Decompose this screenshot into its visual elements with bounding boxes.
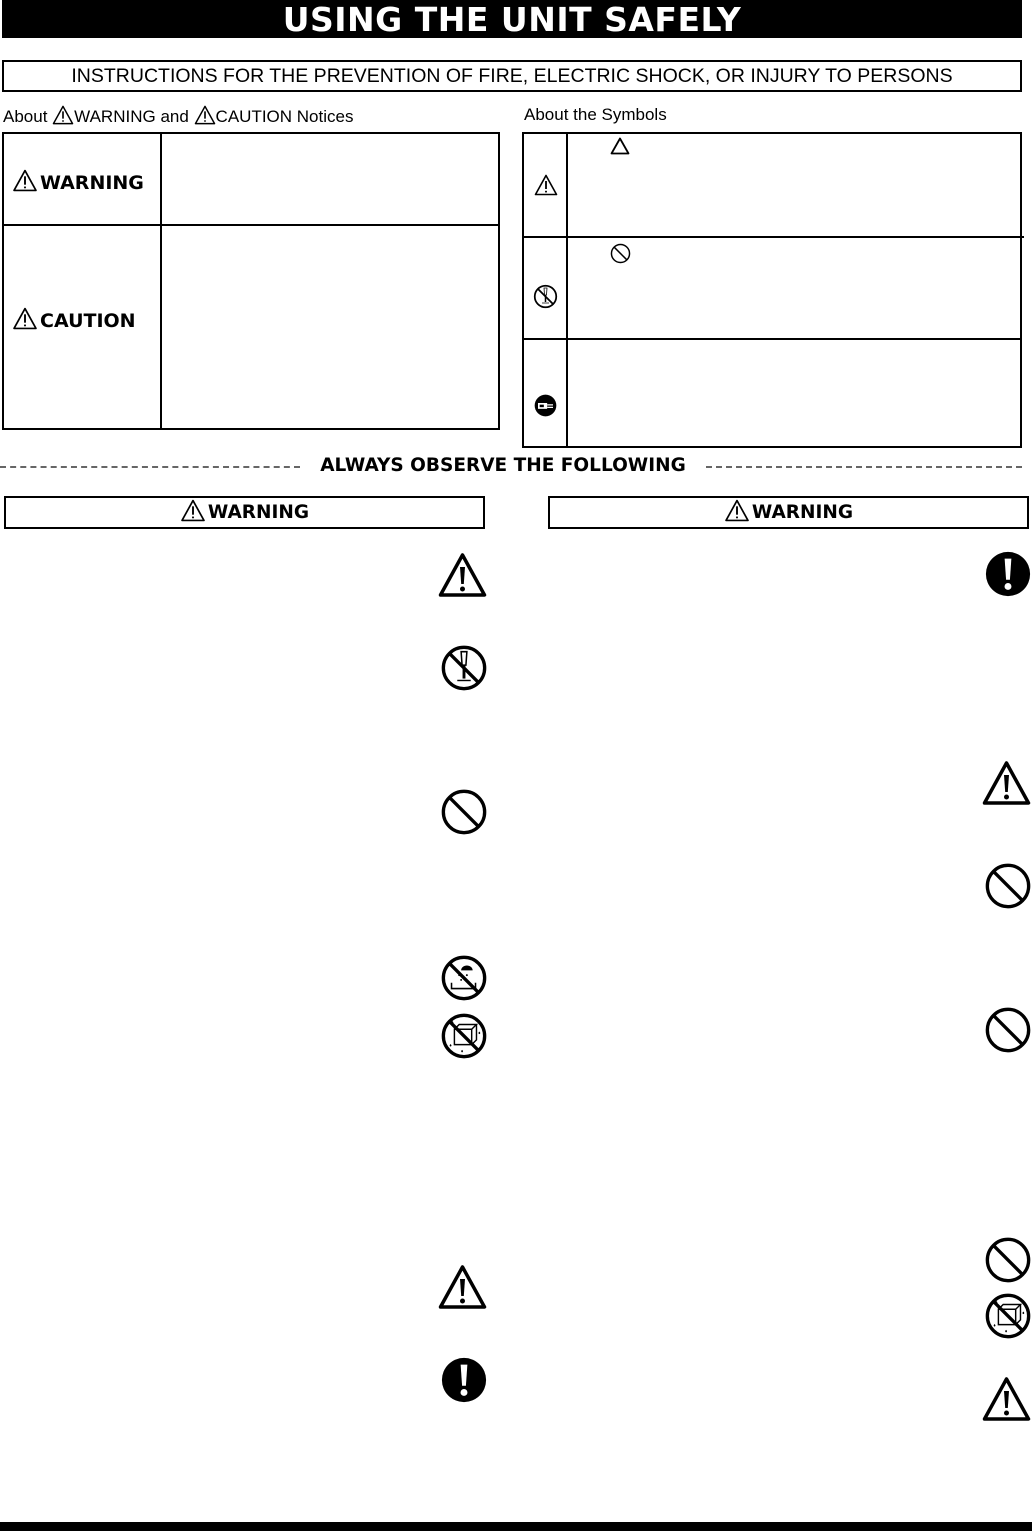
warning-triangle-icon <box>180 499 206 522</box>
warning-triangle-icon <box>194 105 216 125</box>
symbols-table-divider <box>566 132 568 448</box>
no-wet-location-icon <box>984 1292 1032 1340</box>
prohibited-icon <box>984 862 1032 910</box>
symbols-heading: About the Symbols <box>524 105 667 124</box>
prohibited-icon <box>610 243 631 264</box>
always-observe-heading: ALWAYS OBSERVE THE FOLLOWING <box>320 455 686 476</box>
page-title: USING THE UNIT SAFELY <box>2 0 1022 38</box>
divider-line-right <box>706 466 1022 468</box>
caution-triangle-icon <box>981 1376 1032 1422</box>
do-not-disassemble-icon <box>533 284 558 309</box>
subtitle-banner: INSTRUCTIONS FOR THE PREVENTION OF FIRE, ELECTRIC SHOCK, OR INJURY TO PERSONS <box>2 60 1022 92</box>
caution-triangle-icon <box>437 1264 488 1310</box>
symbols-table-row-divider <box>522 338 1022 340</box>
unplug-icon <box>533 393 558 418</box>
notices-table-divider <box>160 132 162 430</box>
mandatory-icon <box>440 1356 488 1404</box>
notices-heading-caution: CAUTION Notices <box>215 107 354 126</box>
right-warning-header <box>548 496 1029 529</box>
divider-line-left <box>0 466 300 468</box>
left-warning-header <box>4 496 485 529</box>
notice-warning-text: WARNING <box>40 172 144 194</box>
prohibited-icon <box>984 1236 1032 1284</box>
warning-triangle-icon <box>724 499 750 522</box>
no-water-icon <box>440 954 488 1002</box>
symbols-table <box>522 132 1022 448</box>
notice-caution-text: CAUTION <box>40 310 136 332</box>
caution-triangle-icon <box>534 174 558 196</box>
prohibited-icon <box>984 1006 1032 1054</box>
do-not-disassemble-icon <box>440 644 488 692</box>
left-warning-text: WARNING <box>207 502 310 523</box>
notices-heading-and: and <box>160 107 189 126</box>
prohibited-icon <box>440 788 488 836</box>
caution-triangle-icon <box>437 552 488 598</box>
right-warning-text: WARNING <box>751 502 854 523</box>
warning-triangle-icon <box>12 169 38 192</box>
no-wet-location-icon <box>440 1012 488 1060</box>
notice-warning-label <box>12 169 144 194</box>
footer-bar <box>0 1522 1032 1531</box>
warning-triangle-icon <box>52 105 74 125</box>
notices-heading-prefix: About <box>3 107 48 126</box>
notice-caution-label <box>12 307 136 332</box>
triangle-outline-icon <box>610 137 630 155</box>
symbols-table-row-divider <box>522 236 1024 238</box>
mandatory-icon <box>984 550 1032 598</box>
caution-triangle-icon <box>981 760 1032 806</box>
notices-table-row-divider <box>2 224 500 226</box>
caution-triangle-icon <box>12 307 38 330</box>
notices-heading <box>3 105 353 127</box>
notices-heading-warning: WARNING <box>74 107 156 126</box>
